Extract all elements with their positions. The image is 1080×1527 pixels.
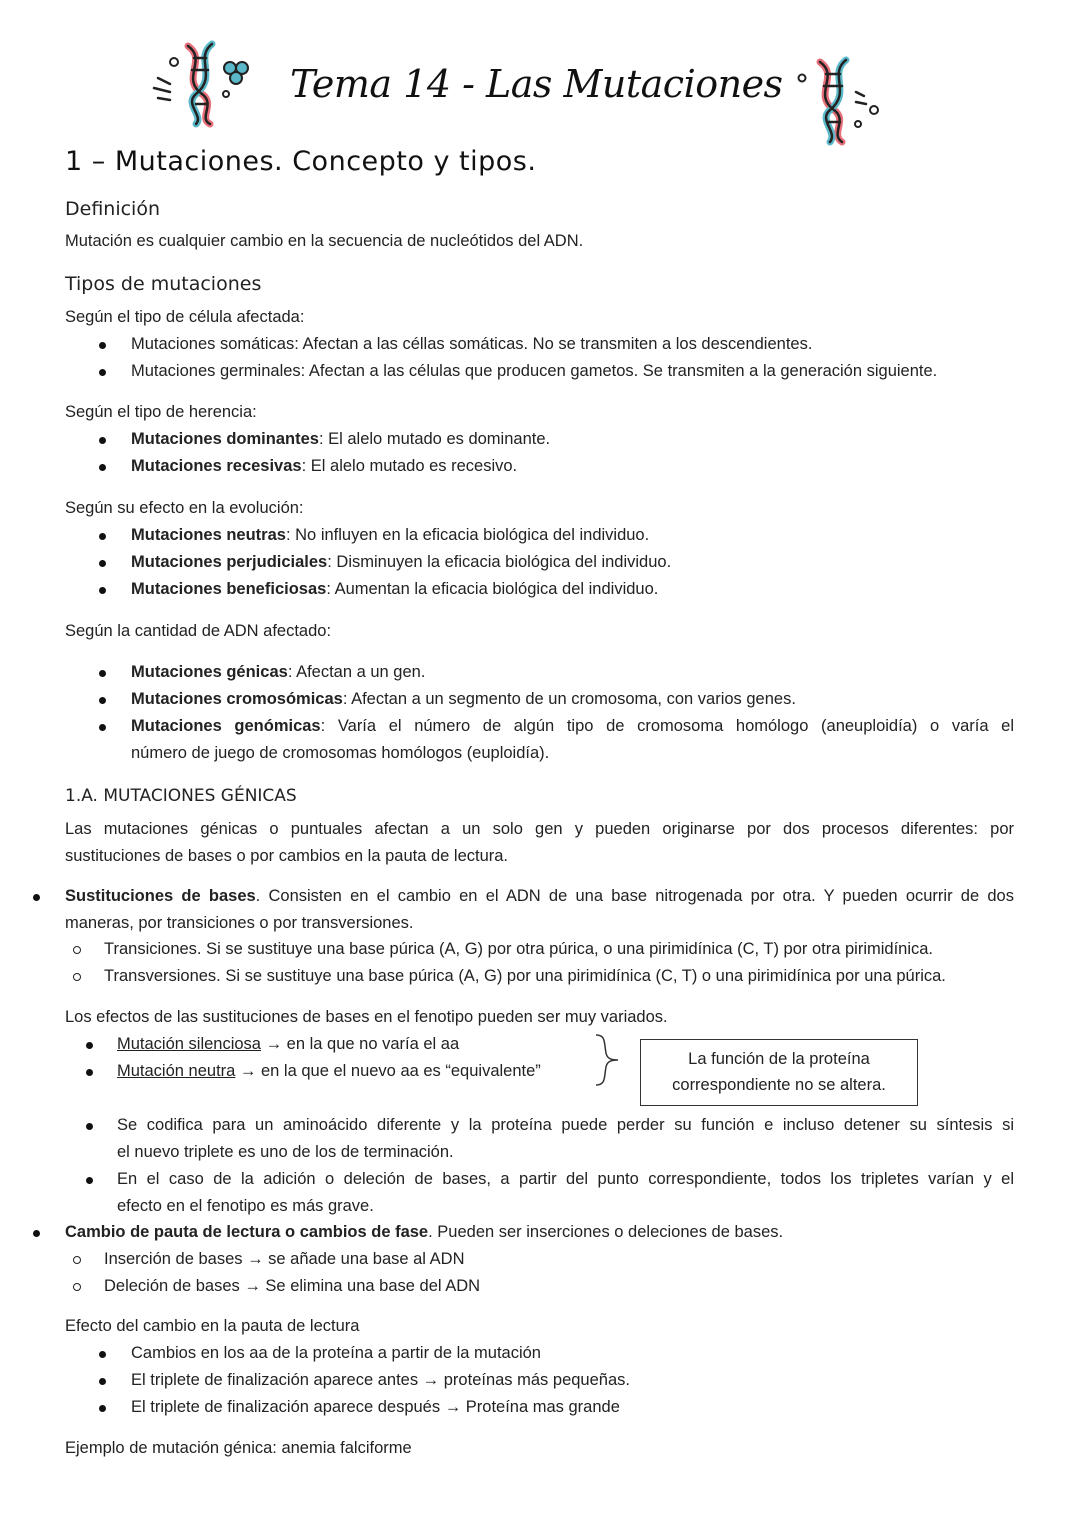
circle-bullet-icon [73, 1256, 81, 1264]
list-item: Deleción de bases → Se elimina una base del ADN [104, 1277, 481, 1295]
definicion-text: Mutación es cualquier cambio en la secuencia de nucleótidos del ADN. [65, 232, 584, 250]
list-item: Mutaciones dominantes: El alelo mutado es dominante. [131, 430, 551, 448]
bullet-icon [99, 724, 106, 731]
evolucion-intro: Según su efecto en la evolución: [65, 499, 304, 517]
list-item: Mutaciones germinales: Afectan a las células que producen gametos. Se transmiten a la generación siguiente. [131, 362, 938, 380]
bullet-icon [99, 1405, 106, 1412]
paragraph: Efecto del cambio en la pauta de lectura [65, 1317, 360, 1335]
note-line: La función de la proteína [688, 1050, 870, 1068]
bullet-icon [99, 1351, 106, 1358]
list-item: El triplete de finalización aparece antes → proteínas más pequeñas. [131, 1371, 630, 1389]
bullet-icon [99, 369, 106, 376]
list-item-continuation: el nuevo triplete es uno de los de terminación. [117, 1143, 454, 1161]
bullet-icon [99, 464, 106, 471]
bullet-icon [33, 1230, 40, 1237]
bullet-icon [99, 533, 106, 540]
subsection-heading: 1.A. MUTACIONES GÉNICAS [65, 786, 297, 806]
list-item-continuation: número de juego de cromosomas homólogos (euploidía). [131, 744, 550, 762]
bullet-icon [99, 587, 106, 594]
bullet-icon [99, 560, 106, 567]
bullet-icon [99, 1378, 106, 1385]
bullet-icon [86, 1123, 93, 1130]
list-item: Sustituciones de bases. Consisten en el cambio en el ADN de una base nitrogenada por otra. Y pueden ocurrir de dos [65, 887, 1014, 905]
list-item: Mutaciones génicas: Afectan a un gen. [131, 663, 426, 681]
list-item: Mutaciones neutras: No influyen en la eficacia biológica del individuo. [131, 526, 650, 544]
list-item: Inserción de bases → se añade una base al ADN [104, 1250, 465, 1268]
dna-right-icon [790, 52, 890, 148]
list-item: Mutaciones perjudiciales: Disminuyen la eficacia biológica del individuo. [131, 553, 672, 571]
list-item-continuation: efecto en el fenotipo es más grave. [117, 1197, 374, 1215]
list-item: Mutaciones somáticas: Afectan a las céllas somáticas. No se transmiten a los descendientes. [131, 335, 813, 353]
celula-intro: Según el tipo de célula afectada: [65, 308, 305, 326]
bullet-icon [99, 697, 106, 704]
paragraph: Ejemplo de mutación génica: anemia falciforme [65, 1439, 412, 1457]
bullet-icon [99, 670, 106, 677]
paragraph: sustituciones de bases o por cambios en la pauta de lectura. [65, 847, 509, 865]
bullet-icon [99, 342, 106, 349]
note-box [640, 1039, 918, 1106]
list-item: Cambios en los aa de la proteína a partir de la mutación [131, 1344, 541, 1362]
bullet-icon [86, 1177, 93, 1184]
list-item: Cambio de pauta de lectura o cambios de fase. Pueden ser inserciones o deleciones de bases. [65, 1223, 784, 1241]
cantidad-intro: Según la cantidad de ADN afectado: [65, 622, 332, 640]
list-item: Mutaciones genómicas: Varía el número de algún tipo de cromosoma homólogo (aneuploidía) o varía el [131, 717, 1014, 735]
bullet-icon [86, 1069, 93, 1076]
herencia-intro: Según el tipo de herencia: [65, 403, 257, 421]
list-item: Mutaciones cromosómicas: Afectan a un segmento de un cromosoma, con varios genes. [131, 690, 796, 708]
circle-bullet-icon [73, 973, 81, 981]
paragraph: Los efectos de las sustituciones de bases en el fenotipo pueden ser muy variados. [65, 1008, 668, 1026]
list-item: Mutación silenciosa → en la que no varía el aa [117, 1035, 460, 1053]
list-item: Mutaciones beneficiosas: Aumentan la eficacia biológica del individuo. [131, 580, 659, 598]
dna-left-icon [150, 38, 260, 128]
list-item: Transiciones. Si se sustituye una base púrica (A, G) por otra púrica, o una pirimidínica (C, T) por otra pirimidínica. [104, 940, 934, 958]
circle-bullet-icon [73, 1283, 81, 1291]
list-item: Transversiones. Si se sustituye una base púrica (A, G) por una pirimidínica (C, T) o una pirimidínica por una púrica. [104, 967, 946, 985]
curly-brace-icon [592, 1033, 622, 1087]
list-item: Se codifica para un aminoácido diferente y la proteína puede perder su función e incluso detener su síntesis si [117, 1116, 1014, 1134]
page-title: Tema 14 - Las Mutaciones [290, 62, 783, 106]
bullet-icon [99, 437, 106, 444]
circle-bullet-icon [73, 946, 81, 954]
bullet-icon [86, 1042, 93, 1049]
paragraph: Las mutaciones génicas o puntuales afectan a un solo gen y pueden originarse por dos procesos diferentes: por [65, 820, 1014, 838]
list-item: El triplete de finalización aparece después → Proteína mas grande [131, 1398, 620, 1416]
section-heading: 1 – Mutaciones. Concepto y tipos. [65, 146, 537, 177]
list-item: En el caso de la adición o deleción de bases, a partir del punto correspondiente, todos los tripletes varían y el [117, 1170, 1014, 1188]
bullet-icon [33, 894, 40, 901]
list-item-continuation: maneras, por transiciones o por transversiones. [65, 914, 414, 932]
definicion-heading: Definición [65, 198, 160, 220]
list-item: Mutaciones recesivas: El alelo mutado es recesivo. [131, 457, 518, 475]
list-item: Mutación neutra → en la que el nuevo aa es “equivalente” [117, 1062, 541, 1080]
note-line: correspondiente no se altera. [672, 1076, 886, 1094]
tipos-heading: Tipos de mutaciones [65, 273, 262, 295]
